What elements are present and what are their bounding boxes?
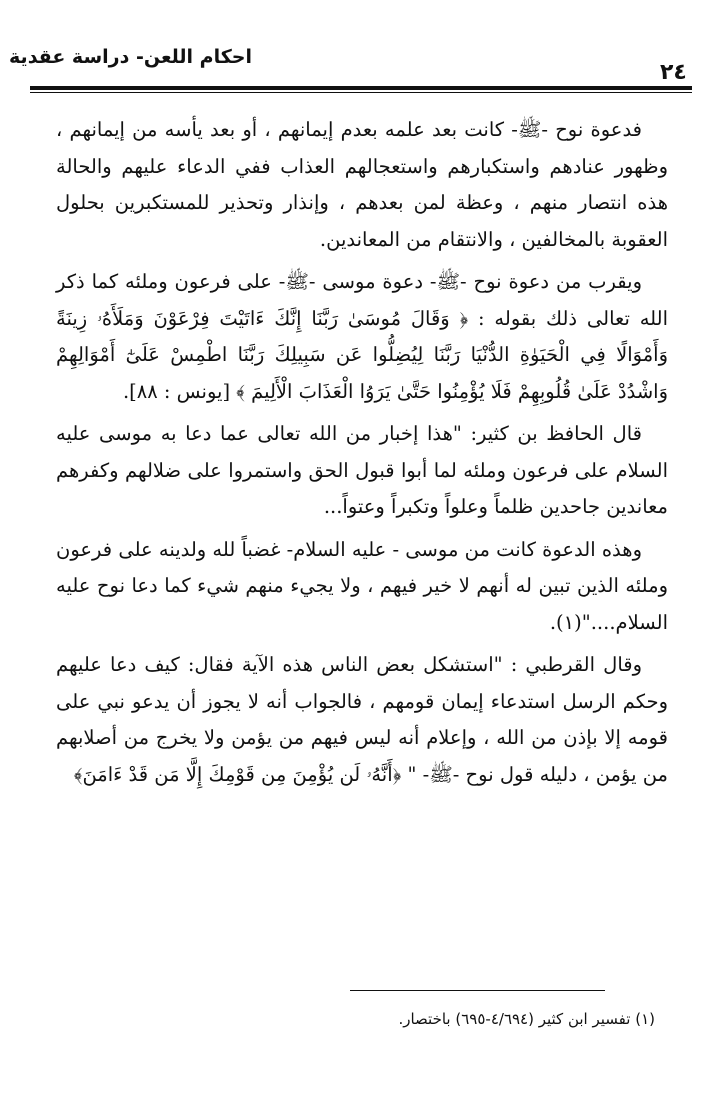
paragraph: قال الحافظ بن كثير: "هذا إخبار من الله تعالى عما دعا به موسى عليه السلام على فرعون وملئه لما أبوا قبول الحق واستمروا على ضلالهم وكفرهم معاندين جاحدين ظلماً وعلواً وتكبراً وعتواً... <box>56 422 668 518</box>
paragraph: ويقرب من دعوة نوح -ﷺ- دعوة موسى -ﷺ- على فرعون وملئه كما ذكر الله تعالى ذلك بقوله : ﴿ وَقَالَ مُوسَىٰ رَبَّنَا إِنَّكَ ءَاتَيْتَ فِرْعَوْنَ وَمَلَأَهُۥ زِينَةً وَأَمْوَالًا فِي الْحَيَوٰةِ الدُّنْيَا رَبَّنَا لِيُضِلُّوا عَن سَبِيلِكَ رَبَّنَا اطْمِسْ عَلَىٰٓ أَمْوَالِهِمْ وَاشْدُدْ عَلَىٰ قُلُوبِهِمْ فَلَا يُؤْمِنُوا حَتَّىٰ يَرَوُا الْعَذَابَ الْأَلِيمَ ﴾ [يونس : ٨٨]. <box>56 270 668 403</box>
running-header <box>9 38 692 85</box>
header-rule-thin <box>30 92 692 93</box>
footnote: (١) تفسير ابن كثير (٤/٦٩٤-٦٩٥) باختصار. <box>398 1010 655 1028</box>
footnote-separator <box>350 990 605 991</box>
header-title: احكام اللعن- دراسة عقدية <box>9 46 252 68</box>
paragraph: فدعوة نوح -ﷺ- كانت بعد علمه بعدم إيمانهم ، أو بعد يأسه من إيمانهم ، وظهور عنادهم واستكبارهم واستعجالهم العذاب ففي الدعاء عليهم والحالة هذه انتصار منهم ، وعظة لمن بعدهم ، وإنذار وتحذير للمستكبرين بحلول العقوبة بالمخالفين ، والانتقام من المعاندين. <box>56 118 668 251</box>
page-number: ٢٤ <box>660 60 687 85</box>
paragraph: وقال القرطبي : "استشكل بعض الناس هذه الآية فقال: كيف دعا عليهم وحكم الرسل استدعاء إيمان قومهم ، فالجواب أنه لا يجوز أن يدعو نبي على قومه إلا بإذن من الله ، وإعلام أنه ليس فيهم من يؤمن ولا يخرج من أصلابهم من يؤمن ، دليله قول نوح -ﷺ- " ﴿أَنَّهُۥ لَن يُؤْمِنَ مِن قَوْمِكَ إِلَّا مَن قَدْ ءَامَنَ﴾ <box>56 653 668 786</box>
main-text <box>56 112 668 793</box>
header-rule <box>30 86 692 90</box>
paragraph: وهذه الدعوة كانت من موسى - عليه السلام- غضباً لله ولدينه على فرعون وملئه الذين تبين له أنهم لا خير فيهم ، ولا يجيء منهم شيء كما دعا نوح عليه السلام...."(١). <box>56 537 668 634</box>
